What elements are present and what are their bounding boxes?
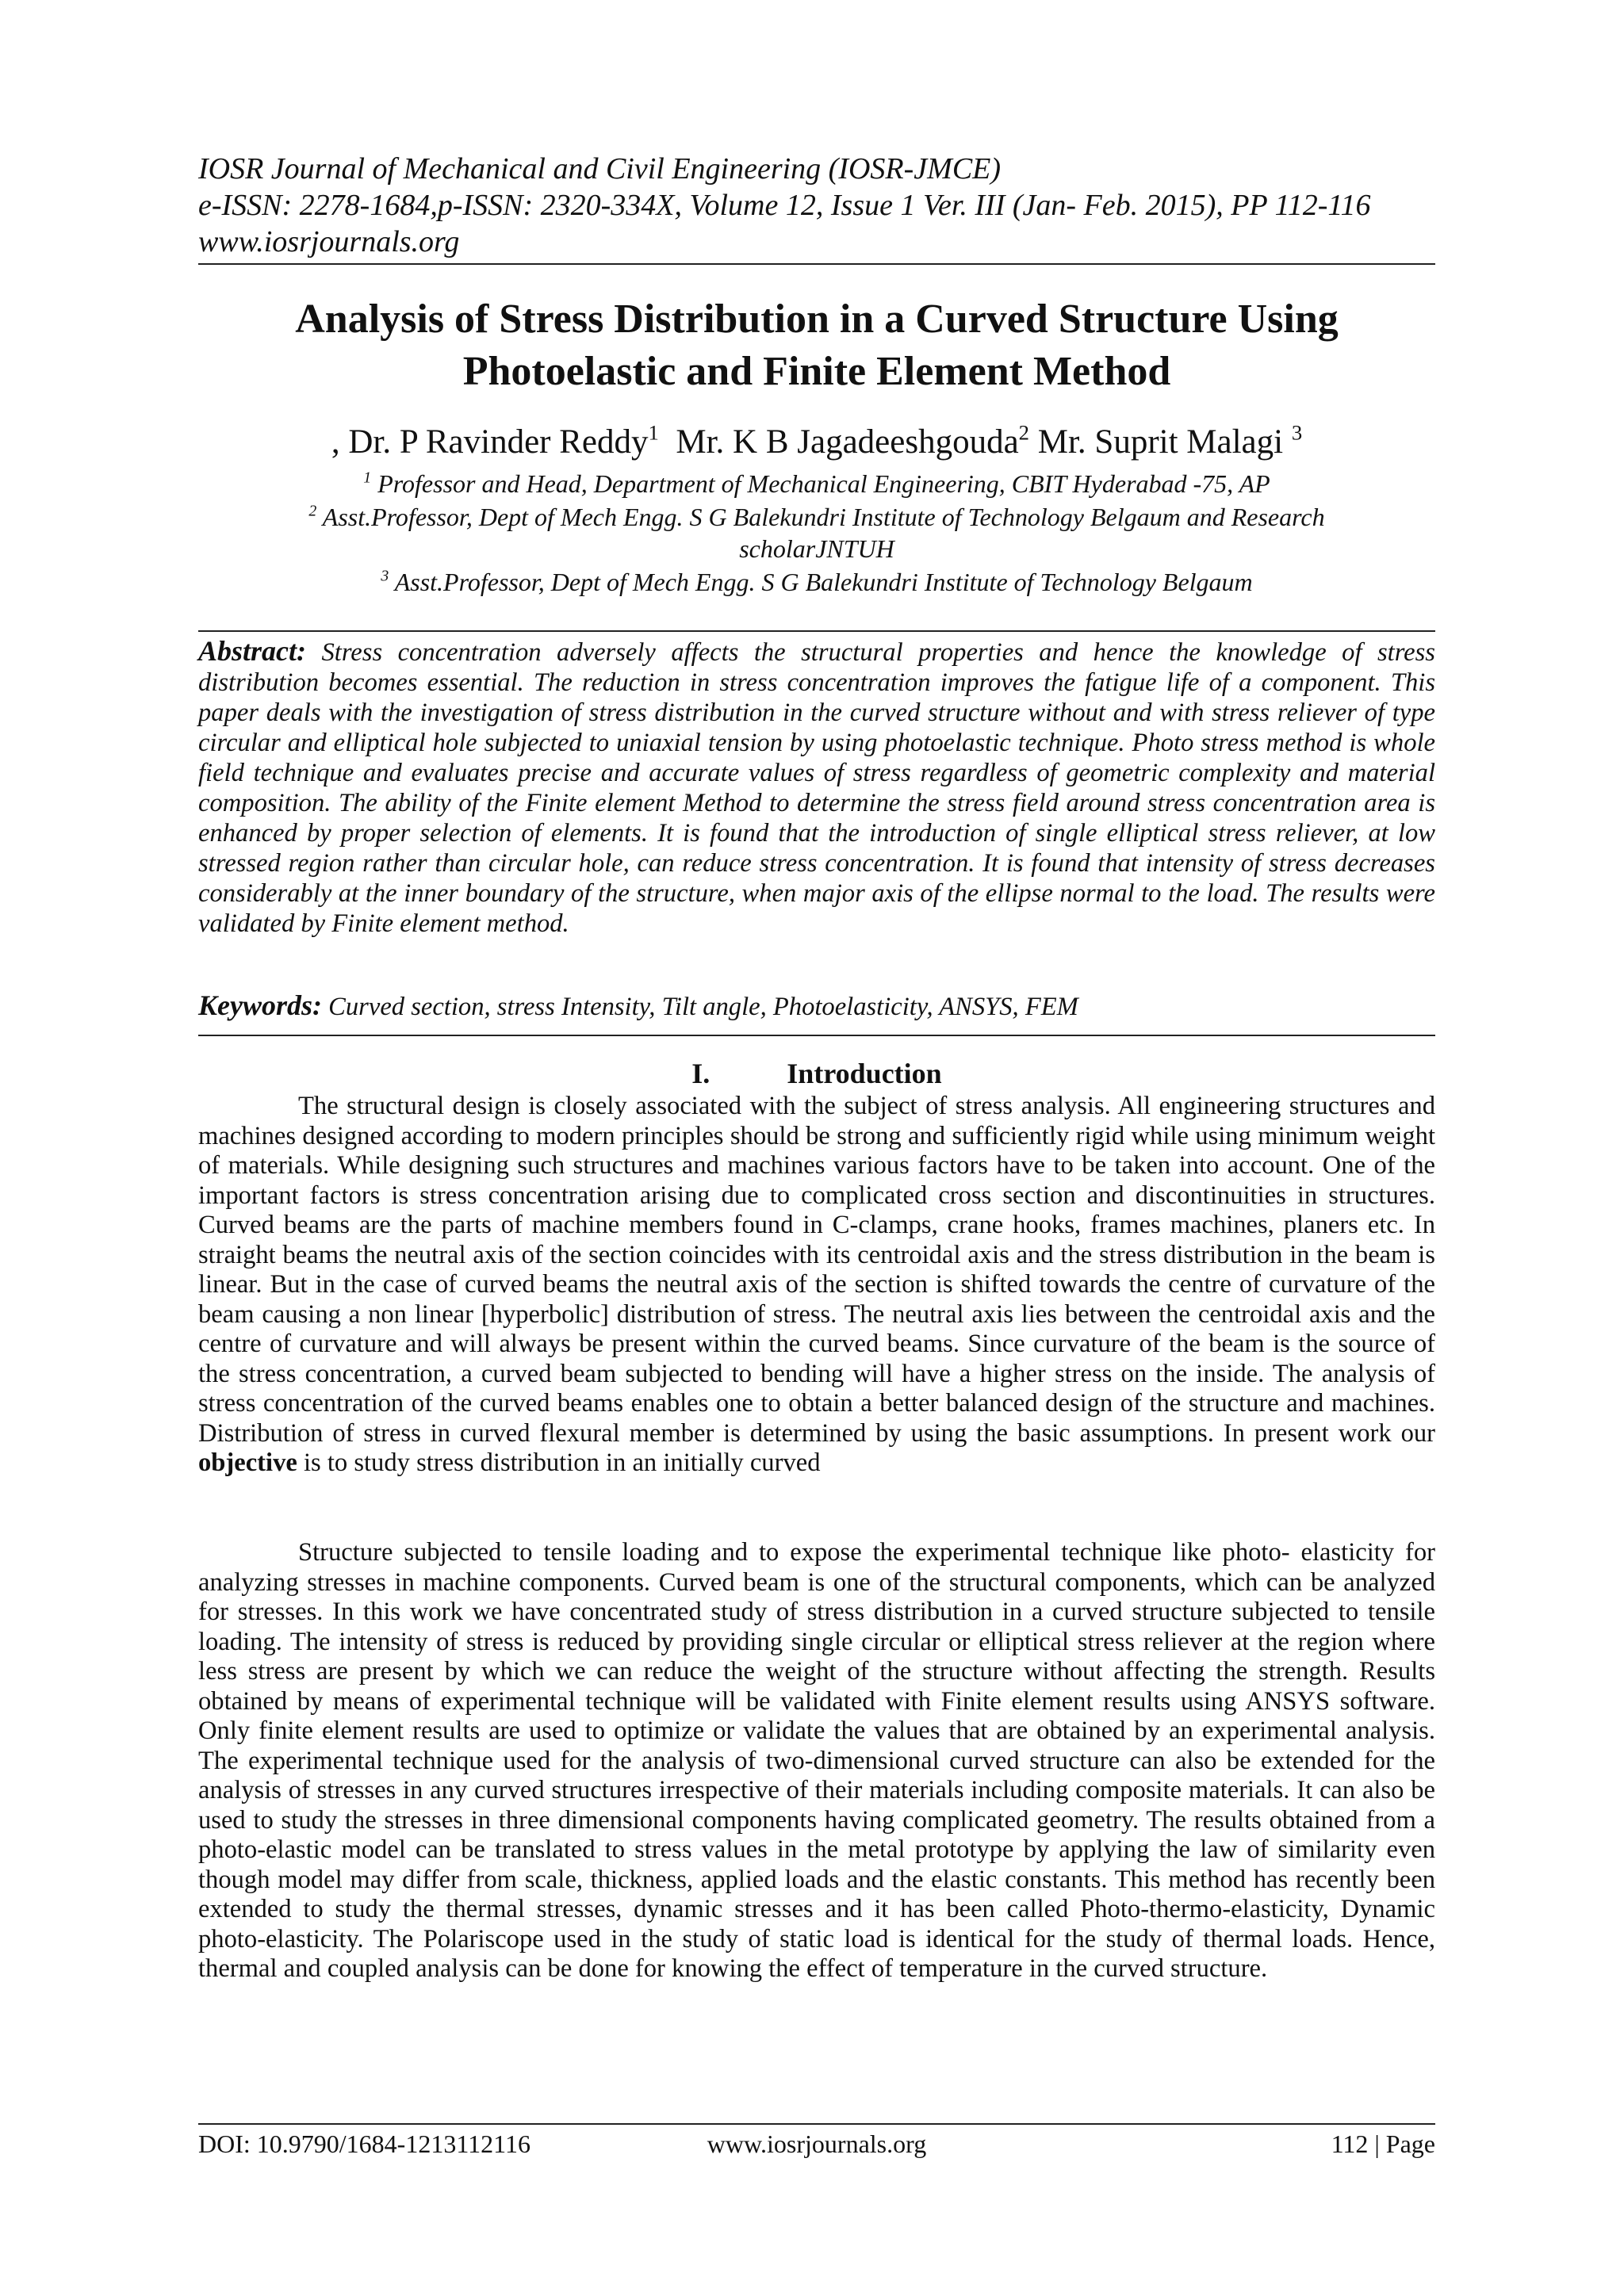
author-prefix: , [331, 423, 349, 461]
affiliation-1 [198, 468, 1435, 499]
footer-website[interactable]: www.iosrjournals.org [707, 2130, 927, 2158]
author-list [198, 422, 1435, 463]
section-title: Introduction [787, 1058, 942, 1089]
paper-title [198, 293, 1435, 398]
author-3: Mr. Suprit Malagi [1037, 423, 1284, 461]
affiliation-1-text: Professor and Head, Department of Mechanical Engineering, CBIT Hyderabad -75, AP [377, 469, 1270, 498]
affiliation-2-text-cont: scholarJNTUH [739, 534, 894, 563]
affiliation-3-text: Asst.Professor, Dept of Mech Engg. S G Balekundri Institute of Technology Belgaum [394, 568, 1253, 596]
author-2-sup: 2 [1018, 420, 1029, 445]
intro-p1-text: The structural design is closely associated with the subject of stress analysis. All engineering structures and machines designed according to modern principles should be strong and sufficiently rigid while using minimum weight of materials. While designing such structures and machines various factors have to be taken into account. One of the important factors is stress concentration arising due to complicated cross section and discontinuities in structures. Curved beams are the parts of machine members found in C-clamps, crane hooks, frames machines, planers etc. In straight beams the neutral axis of the section coincides with its centroidal axis and the stress distribution in the beam is linear. But in the case of curved beams the neutral axis of the section is shifted towards the centre of curvature of the beam causing a non linear [hyperbolic] distribution of stress. The neutral axis lies between the centroidal axis and the centre of curvature and will always be present within the curved beams. Since curvature of the beam is the source of the stress concentration, a curved beam subjected to bending will have a higher stress on the inside. The analysis of stress concentration of the curved beams enables one to obtain a better balanced design of the structure and machines. Distribution of stress in curved flexural member is determined by using the basic assumptions. In present work our [198, 1092, 1435, 1448]
keywords-text: Curved section, stress Intensity, Tilt angle, Photoelasticity, ANSYS, FEM [328, 993, 1078, 1021]
affiliation-2 [198, 501, 1435, 564]
footer-page-number: 112 | Page [1331, 2130, 1435, 2158]
intro-p2-text: Structure subjected to tensile loading and to expose the experimental technique like photo- elasticity for analyzing stresses in machine components. Curved beam is one of the structural components, which can be analyzed for stresses. In this work we have concentrated study of stress distribution in a curved structure subjected to tensile loading. The intensity of stress is reduced by providing single circular or elliptical stress reliever at the region where less stress are present by which we can reduce the weight of the structure without affecting the strength. Results obtained by means of experimental technique will be validated with Finite element results using ANSYS software. Only finite element results are used to optimize or validate the values that are obtained by an experimental analysis. The experimental technique used for the analysis of two-dimensional curved structure can also be extended for the analysis of stresses in any curved structures irrespective of their materials including composite materials. It can also be used to study the stresses in three dimensional components having complicated geometry. The results obtained from a photo-elastic model can be translated to stress values in the metal prototype by applying the law of similarity even though model may differ from scale, thickness, applied loads and the elastic constants. This method has recently been extended to study the thermal stresses, dynamic stresses and it has been called Photo-thermo-elasticity, Dynamic photo-elasticity. The Polariscope used in the study of static load is identical for the study of thermal loads. Hence, thermal and coupled analysis can be done for knowing the effect of temperature in the curved structure. [198, 1538, 1435, 1983]
footer-doi: DOI: 10.9790/1684-1213112116 [198, 2130, 530, 2158]
journal-website: www.iosrjournals.org [198, 225, 460, 258]
author-1-sup: 1 [648, 420, 659, 445]
section-heading [198, 1056, 1435, 1091]
abstract [198, 636, 1435, 939]
author-1: Dr. P Ravinder Reddy [348, 423, 649, 461]
title-line-2: Photoelastic and Finite Element Method [462, 349, 1171, 394]
journal-header [198, 151, 1435, 260]
affiliation-3 [198, 566, 1435, 598]
affiliation-2-text: Asst.Professor, Dept of Mech Engg. S G Balekundri Institute of Technology Belgaum and Research [322, 503, 1325, 531]
intro-paragraph-1 [198, 1092, 1435, 1479]
affiliation-2-num: 2 [308, 502, 317, 520]
section-number: I. [691, 1058, 710, 1089]
abstract-text: Stress concentration adversely affects the structural properties and hence the knowledge of stress distribution becomes essential. The reduction in stress concentration improves the fatigue life of a component. This paper deals with the investigation of stress distribution in the curved structure without and with stress reliever of type circular and elliptical hole subjected to uniaxial tension by using photoelastic technique. Photo stress method is whole field technique and evaluates precise and accurate values of stress regardless of geometric complexity and material composition. The ability of the Finite element Method to determine the stress field around stress concentration area is enhanced by proper selection of elements. It is found that the introduction of single elliptical stress reliever, at low stressed region rather than circular hole, can reduce stress concentration. It is found that intensity of stress decreases considerably at the inner boundary of the structure, when major axis of the ellipse normal to the load. The results were validated by Finite element method. [198, 638, 1435, 938]
abstract-label: Abstract: [198, 635, 307, 667]
title-line-1: Analysis of Stress Distribution in a Curved Structure Using [295, 297, 1339, 342]
affiliation-1-num: 1 [363, 469, 372, 487]
keywords-label: Keywords: [198, 989, 322, 1021]
intro-paragraph-2 [198, 1538, 1435, 1984]
author-2: Mr. K B Jagadeeshgouda [676, 423, 1019, 461]
journal-issn: e-ISSN: 2278-1684,p-ISSN: 2320-334X, Volume 12, Issue 1 Ver. III (Jan- Feb. 2015), PP 112-116 [198, 189, 1371, 222]
objective-term: objective [198, 1448, 297, 1477]
footer-divider [198, 2123, 1435, 2125]
affiliation-3-num: 3 [381, 567, 389, 585]
header-divider [198, 263, 1435, 265]
intro-p1-text-end: is to study stress distribution in an initially curved [297, 1448, 821, 1477]
journal-name: IOSR Journal of Mechanical and Civil Engineering (IOSR-JMCE) [198, 152, 1002, 186]
author-3-sup: 3 [1291, 420, 1303, 445]
keywords [198, 990, 1435, 1022]
